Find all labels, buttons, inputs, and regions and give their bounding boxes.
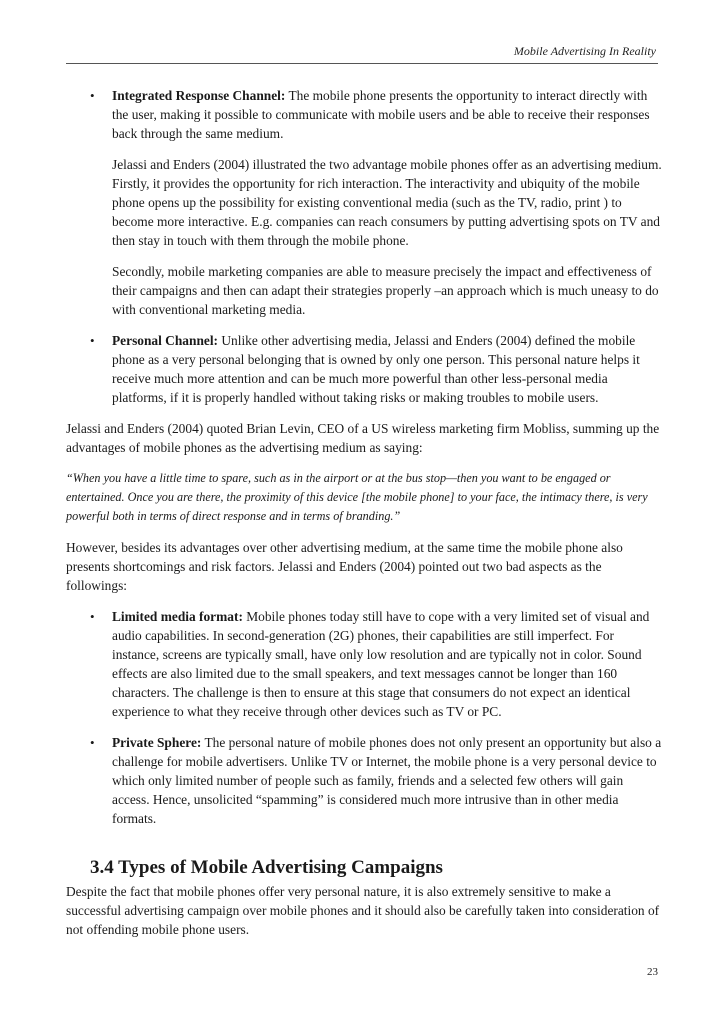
bullet-text: Unlike other advertising media, Jelassi and Enders (2004) defined the mobile phone as a very personal belonging that is owned by only one person. This personal nature helps it receive much more attention and can be much more powerful than other less-personal media platforms, if it is properly handled without taking risks or making troubles to mobile users. xyxy=(112,333,640,405)
bullet-paragraph xyxy=(112,733,662,828)
paragraph-secondly: Secondly, mobile marketing companies are able to measure precisely the impact and effectiveness of their campaigns and then can adapt their strategies properly –an approach which is much uneasy to do with conventional marketing media. xyxy=(112,264,659,317)
bullet-personal-channel xyxy=(66,331,662,407)
bullet-limited-media-format xyxy=(66,607,662,721)
page-content xyxy=(66,86,662,951)
bullet-private-sphere xyxy=(66,733,662,828)
bullet-text: The mobile phone presents the opportunity to interact directly with the user, making it possible to communicate with mobile users and be able to receive their responses back through the same medium. xyxy=(112,88,650,141)
bullet-term: Personal Channel: xyxy=(112,333,219,348)
bullet-term: Limited media format: xyxy=(112,609,243,624)
page-number: 23 xyxy=(647,966,658,978)
header-rule xyxy=(66,63,658,64)
paragraph-however: However, besides its advantages over other advertising medium, at the same time the mobile phone also presents shortcomings and risk factors. Jelassi and Enders (2004) pointed out two bad aspects as the followings: xyxy=(66,540,623,593)
bullet-text: Mobile phones today still have to cope with a very limited set of visual and audio capabilities. In second-generation (2G) phones, their capabilities are still imperfect. For instance, screens are typically small, have only low resolution and are typically not in color. Sound effects are also limited due to the small speakers, and text messages cannot be longer than 160 characters. The challenge is then to ensure at this stage that consumers do not expect an identical experience to what they receive through other devices such as TV or PC. xyxy=(112,609,650,719)
block-quote: “When you have a little time to spare, such as in the airport or at the bus stop—then you want to be engaged or entertained. Once you are there, the proximity of this device [the mobile phone] to your face, the intimacy there, is very powerful both in terms of direct response and in terms of branding.” xyxy=(66,471,648,523)
section-body: Despite the fact that mobile phones offer very personal nature, it is also extremely sensitive to make a successful advertising campaign over mobile phones and it should also be carefully taken into consideration of not offending mobile phone users. xyxy=(66,884,660,937)
section-heading: 3.4 Types of Mobile Advertising Campaigns xyxy=(90,857,443,878)
bullet-paragraph xyxy=(112,607,662,721)
bullet-paragraph xyxy=(112,86,662,143)
bullet-text: The personal nature of mobile phones does not only present an opportunity but also a challenge for mobile advertisers. Unlike TV or Internet, the mobile phone is a very personal device to which only limited number of people such as family, friends and a selected few others will gain access. Hence, unsolicited “spamming” is considered much more intrusive than in other media formats. xyxy=(112,735,662,826)
bullet-term: Integrated Response Channel: xyxy=(112,88,286,103)
bullet-integrated-response-channel xyxy=(66,86,662,143)
bullet-paragraph xyxy=(112,331,662,407)
paragraph-brian-levin: Jelassi and Enders (2004) quoted Brian Levin, CEO of a US wireless marketing firm Mobliss, summing up the advantages of mobile phones as the advertising medium as saying: xyxy=(66,421,660,455)
bullet-icon: • xyxy=(90,333,95,348)
running-header: Mobile Advertising In Reality xyxy=(513,44,656,58)
bullet-icon: • xyxy=(90,609,95,624)
bullet-icon: • xyxy=(90,88,95,103)
paragraph-two-advantages: Jelassi and Enders (2004) illustrated the two advantage mobile phones offer as an advertising medium. Firstly, it provides the opportunity for rich interaction. The interactivity and ubiquity of the mobile phone opens up the possibility for existing conventional media (such as the TV, radio, print ) to become more interactive. E.g. companies can reach consumers by putting advertising spots on TV and then stay in touch with them through the mobile phone. xyxy=(112,157,662,248)
bullet-icon: • xyxy=(90,735,95,750)
bullet-term: Private Sphere: xyxy=(112,735,202,750)
